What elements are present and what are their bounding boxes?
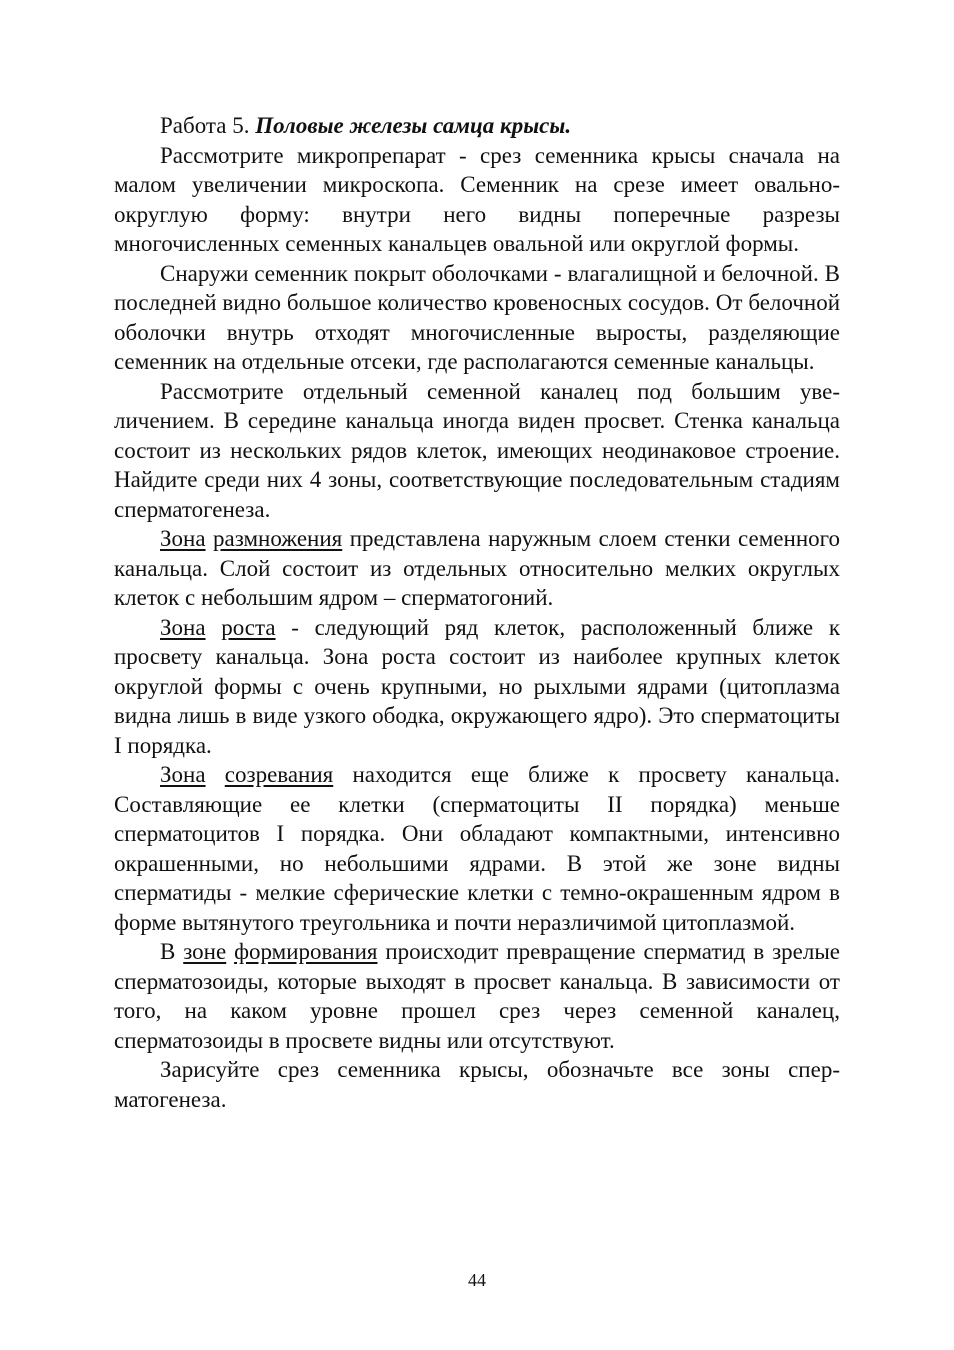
underlined-term: размножения bbox=[213, 526, 343, 551]
paragraph-4 bbox=[114, 524, 840, 613]
page-number: 44 bbox=[468, 1270, 486, 1290]
paragraph-7 bbox=[114, 937, 840, 1055]
paragraph-6 bbox=[114, 760, 840, 937]
paragraph-1: Рассмотрите микропрепарат - срез семенника крысы сначала на малом увеличении микроскопа. Семенник на срезе имеет овально-округлую форму: внутри него видны поперечные разрезы многочисленных семенных канальцев овальной или округлой формы. bbox=[114, 142, 840, 256]
paragraph-3: Рассмотрите отдельный семенной каналец под большим увеличением. В середине канальца иногда виден просвет. Стенка канальца состоит из нескольких рядов клеток, имеющих неодинаковое строение. Найдите среди них 4 зоны, соответствующие последовательным стадиям сперматогенеза. bbox=[114, 378, 840, 522]
underlined-term: Зона bbox=[160, 614, 206, 640]
paragraph-prefix: В bbox=[160, 939, 184, 964]
underlined-term: созревания bbox=[224, 762, 334, 787]
underlined-term: зоне bbox=[183, 939, 227, 964]
paragraph-text: представлена наружным слоем стенки семенного канальца. Слой состоит из отдельных относительно мелких округлых клеток с небольшим ядром – сперматогоний. bbox=[114, 526, 840, 610]
heading-title: Половые железы самца крысы. bbox=[255, 113, 572, 138]
paragraph-text: находится еще ближе к просвету канальца. Составляющие ее клетки (сперматоциты II порядка) меньше сперматоцитов I порядка. Они обладают компактными, интенсивно окрашенными, но небольшими ядрами. В этой же зоне видны сперматиды - мелкие сферические клетки с темно-окрашенным ядром в форме вытянутого треугольника и почти неразличимой цитоплазмой. bbox=[114, 762, 840, 935]
paragraph-8: Зарисуйте срез семенника крысы, обозначьте все зоны сперматогенеза. bbox=[114, 1057, 840, 1112]
underlined-term: формирования bbox=[234, 939, 378, 964]
heading bbox=[114, 111, 840, 141]
heading-prefix: Работа 5. bbox=[160, 113, 256, 138]
body-text bbox=[114, 111, 840, 1114]
paragraph-text: - следующий ряд клеток, расположенный ближе к просвету канальца. Зона роста состоит из наиболее крупных клеток округлой формы с очень крупными, но рыхлыми ядрами (цитоплазма видна лишь в виде узкого ободка, окружающего ядро). Это сперматоциты I порядка. bbox=[114, 614, 840, 758]
paragraph-2: Снаружи семенник покрыт оболочками - влагалищной и белочной. В последней видно большое количество кровеносных сосудов. От белочной оболочки внутрь отходят многочисленные выросты, разделяющие семенник на отдельные отсеки, где располагаются семенные канальцы. bbox=[114, 260, 840, 374]
underlined-term: Зона bbox=[160, 762, 206, 787]
paragraph-text: происходит превращение сперматид в зрелые сперматозоиды, которые выходят в просвет канальца. В зависимости от того, на каком уровне прошел срез через семенной каналец, сперматозоиды в просвете видны или отсутствуют. bbox=[114, 939, 841, 1053]
paragraph-5 bbox=[114, 613, 840, 761]
underlined-term: роста bbox=[221, 614, 276, 640]
underlined-term: Зона bbox=[160, 526, 206, 551]
